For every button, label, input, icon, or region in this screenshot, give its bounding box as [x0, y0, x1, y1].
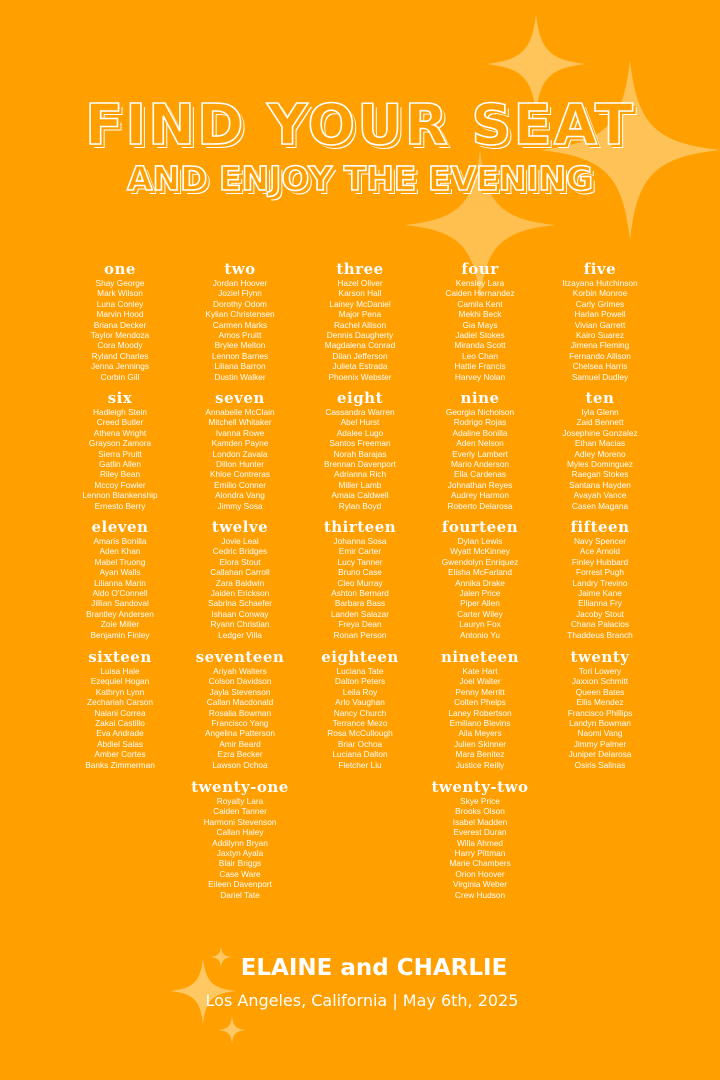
table-name: three — [336, 260, 384, 278]
guest-name: Kamden Payne — [211, 438, 269, 449]
table-name: nine — [460, 389, 500, 407]
guest-name: Kylian Christensen — [205, 309, 275, 320]
guest-name: Colten Phelps — [454, 697, 506, 708]
guest-name: Ledger Villa — [218, 629, 262, 640]
guest-name: Phoenix Webster — [328, 371, 392, 382]
table-name: seven — [215, 389, 265, 407]
guest-name: Major Pena — [338, 309, 382, 320]
guest-name: Naomi Vang — [577, 728, 623, 739]
guest-name: Leo Chan — [462, 350, 498, 361]
guest-name: Nancy Church — [333, 707, 387, 718]
guest-name: Zaid Bennett — [576, 417, 624, 428]
guest-name: Ezra Becker — [217, 749, 263, 760]
guest-name: Cora Moody — [97, 340, 143, 351]
table-name: sixteen — [88, 648, 152, 666]
guest-name: Blair Briggs — [218, 858, 262, 869]
guest-name: Jacoby Stout — [576, 608, 624, 619]
guest-name: Landen Salazar — [330, 608, 390, 619]
guest-name: Skye Price — [460, 796, 500, 806]
guest-name: Cedric Bridges — [212, 546, 268, 557]
table-name: seventeen — [195, 648, 285, 666]
guest-name: London Zavala — [212, 448, 268, 459]
guest-name: Eva Andrade — [96, 728, 144, 739]
guest-name: Francisco Phillips — [567, 707, 633, 718]
guest-name: Banks Zimmerman — [85, 759, 155, 770]
guest-name: Kate Hart — [462, 666, 498, 676]
guest-name: Lucy Tanner — [337, 556, 383, 567]
guest-name: Amos Pruitt — [218, 330, 262, 341]
guest-name: Navy Spencer — [573, 536, 627, 546]
guest-name: Julieta Estrada — [332, 361, 388, 372]
guest-name: Forrest Pugh — [576, 567, 624, 578]
guest-name: Aldo O'Connell — [92, 588, 148, 599]
guest-name: Marvin Hood — [96, 309, 144, 320]
guest-name: Lennon Barnes — [211, 350, 269, 361]
table-name: twenty-one — [191, 778, 289, 796]
guest-name: Liliana Barron — [214, 361, 266, 372]
guest-name: Willa Ahmed — [456, 837, 504, 848]
guest-name: Sabrina Schaefer — [207, 598, 273, 609]
guest-name: Joel Walter — [459, 676, 501, 687]
table-name: thirteen — [323, 518, 397, 536]
guest-name: Lainey McDaniel — [329, 298, 391, 309]
guest-name: Harlan Powell — [574, 309, 626, 320]
guest-name: Grayson Zamora — [88, 438, 152, 449]
table-name: four — [461, 260, 499, 278]
guest-name: Myles Dominguez — [567, 459, 633, 470]
guest-name: Amber Cortes — [94, 749, 146, 760]
guest-name: Adrianna Rich — [333, 469, 387, 480]
guest-name: Rylan Boyd — [338, 500, 382, 511]
guest-name: Itzayana Hutchinson — [562, 278, 638, 288]
guest-name: Briar Ochoa — [337, 738, 383, 749]
guest-name: Kairo Suarez — [576, 330, 624, 341]
guest-name: Bruno Case — [338, 567, 382, 578]
guest-name: Aden Nelson — [456, 438, 504, 449]
guest-name: Angelina Patterson — [204, 728, 276, 739]
guest-name: Everly Lambert — [452, 448, 508, 459]
guest-name: Mario Anderson — [450, 459, 510, 470]
guest-name: Terrance Mezo — [332, 718, 388, 729]
guest-name: Callan Macdonald — [206, 697, 274, 708]
guest-name: Gia Mays — [462, 319, 498, 330]
guest-name: Lennon Blankenship — [82, 490, 158, 501]
table-group — [415, 778, 545, 900]
table-group — [415, 518, 545, 640]
guest-name: Korbin Monroe — [572, 288, 628, 299]
guest-name: Jimmy Sosa — [217, 500, 263, 511]
guest-name: Gwendolyn Enriquez — [441, 556, 519, 567]
guest-name: Jimena Fleming — [570, 340, 630, 351]
guest-name: Jillian Sandoval — [91, 598, 149, 609]
guest-name: Amaia Caldwell — [331, 490, 389, 501]
guest-name: Jaxxon Schmitt — [571, 676, 629, 687]
guest-name: Fernando Allison — [569, 350, 631, 361]
guest-name: Karson Hall — [338, 288, 382, 299]
guest-name: Ernesto Berry — [94, 500, 146, 511]
guest-name: Zoie Miller — [100, 619, 140, 630]
guest-name: Arlo Vaughan — [335, 697, 385, 708]
guest-name: Mara Benitez — [455, 749, 505, 760]
guest-name: Jimmy Palmer — [573, 738, 627, 749]
guest-name: Emir Carter — [338, 546, 382, 557]
guest-name: Zakai Castillo — [95, 718, 145, 729]
guest-name: Jovie Leal — [221, 536, 259, 546]
guest-name: Aden Khan — [99, 546, 141, 557]
guest-name: Miranda Scott — [454, 340, 506, 351]
guest-name: Barbara Bass — [334, 598, 386, 609]
table-group — [295, 518, 425, 640]
guest-name: Ellianna Fry — [578, 598, 622, 609]
guest-name: Dustin Walker — [214, 371, 266, 382]
table-group — [175, 648, 305, 770]
guest-name: Josephine Gonzalez — [562, 427, 638, 438]
guest-name: Zara Baldwin — [215, 577, 265, 588]
table-name: fourteen — [441, 518, 519, 536]
guest-name: Ryann Christian — [210, 619, 270, 630]
guest-name: Dennis Daugherty — [326, 330, 394, 341]
guest-name: Luciana Tate — [336, 666, 384, 676]
guest-name: Joziel Flynn — [218, 288, 262, 299]
guest-name: Adaline Bonilla — [452, 427, 508, 438]
guest-name: Brennan Davenport — [324, 459, 396, 470]
guest-name: Callahan Carroll — [210, 567, 270, 578]
guest-name: Royalty Lara — [216, 796, 264, 806]
guest-name: Jaime Kane — [578, 588, 622, 599]
guest-name: Tori Lowery — [578, 666, 622, 676]
guest-name: Dalton Peters — [334, 676, 386, 687]
guest-name: Francisco Yang — [211, 718, 269, 729]
table-name: five — [583, 260, 617, 278]
guest-name: Landyn Bowman — [569, 718, 631, 729]
guest-name: Nalani Correa — [94, 707, 146, 718]
guest-name: Fletcher Liu — [338, 759, 382, 770]
guest-name: Luna Conley — [96, 298, 144, 309]
table-group — [55, 389, 185, 511]
table-group — [55, 648, 185, 770]
guest-name: Samuel Dudley — [571, 371, 629, 382]
guest-name: Dylan Lewis — [457, 536, 503, 546]
table-name: eight — [336, 389, 384, 407]
table-group — [175, 389, 305, 511]
guest-name: Chana Palacios — [570, 619, 630, 630]
guest-name: Harmoni Stevenson — [203, 816, 277, 827]
guest-name: Carmen Marks — [212, 319, 268, 330]
guest-name: Justice Reilly — [455, 759, 505, 770]
guest-name: Avayah Vance — [573, 490, 627, 501]
guest-name: Dilan Jefferson — [332, 350, 388, 361]
guest-name: Lawson Ochoa — [212, 759, 268, 770]
guest-name: Hadleigh Stein — [93, 407, 147, 417]
guest-name: Elisha McFarland — [447, 567, 513, 578]
guest-name: Callan Haley — [216, 827, 264, 838]
guest-name: Dillon Hunter — [216, 459, 264, 470]
guest-name: Brantley Andersen — [86, 608, 154, 619]
guest-name: Carter Wiley — [457, 608, 503, 619]
guest-name: Isabel Madden — [452, 816, 508, 827]
footer — [0, 955, 720, 1010]
guest-name: Amaris Bonilla — [93, 536, 147, 546]
guest-name: Orion Hoover — [455, 868, 505, 879]
guest-name: Thaddeus Branch — [567, 629, 633, 640]
guest-name: Miller Lamb — [338, 479, 382, 490]
guest-name: Kathryn Lynn — [95, 686, 145, 697]
guest-name: Ronan Person — [333, 629, 387, 640]
page-title: FIND YOUR SEAT — [85, 93, 635, 158]
guest-name: Ishaan Conway — [211, 608, 269, 619]
guest-name: Carly Grimes — [575, 298, 625, 309]
guest-name: Ace Arnold — [579, 546, 621, 557]
guest-name: Crew Hudson — [454, 889, 506, 900]
table-group — [55, 518, 185, 640]
guest-name: Mccoy Fowler — [94, 479, 146, 490]
guest-name: Camila Kent — [457, 298, 503, 309]
guest-name: Norah Barajas — [333, 448, 387, 459]
table-group — [535, 648, 665, 770]
guest-name: Laney Robertson — [448, 707, 512, 718]
table-group — [175, 260, 305, 382]
guest-name: Cleo Murray — [337, 577, 383, 588]
guest-name: Addilynn Bryan — [212, 837, 268, 848]
guest-name: Landry Trevino — [572, 577, 628, 588]
guest-name: Virginia Weber — [452, 879, 508, 890]
couple-names: ELAINE and CHARLIE — [240, 955, 508, 981]
guest-name: Johanna Sosa — [333, 536, 387, 546]
table-name: twenty — [570, 648, 630, 666]
guest-name: Brylee Melton — [214, 340, 266, 351]
guest-name: Ella Cardenas — [453, 469, 507, 480]
guest-name: Rosalia Bowman — [208, 707, 272, 718]
table-group — [415, 389, 545, 511]
guest-name: Roberto Delarosa — [447, 500, 513, 511]
table-name: twenty-two — [431, 778, 529, 796]
guest-name: Jalen Price — [459, 588, 501, 599]
title-block — [0, 93, 720, 198]
guest-name: Adley Moreno — [574, 448, 626, 459]
guest-name: Kensley Lara — [455, 278, 505, 288]
guest-name: Jenna Jennings — [90, 361, 150, 372]
guest-name: Chelsea Harris — [572, 361, 628, 372]
table-name: one — [104, 260, 136, 278]
table-group — [55, 260, 185, 382]
guest-name: Briana Decker — [93, 319, 147, 330]
guest-name: Khloe Contreras — [210, 469, 270, 480]
guest-name: Ethan Macias — [574, 438, 626, 449]
guest-name: Georgia Nicholson — [445, 407, 515, 417]
guest-name: Sierra Pruitt — [98, 448, 142, 459]
guest-name: Dariel Tate — [220, 889, 260, 900]
guest-name: Julien Skinner — [453, 738, 507, 749]
guest-name: Juniper Delarosa — [568, 749, 632, 760]
guest-name: Leila Roy — [342, 686, 378, 697]
guest-name: Jordan Hoover — [212, 278, 268, 288]
guest-name: Brooks Olson — [455, 806, 505, 817]
guest-name: Lilianna Marin — [94, 577, 146, 588]
guest-name: Antonio Yu — [460, 629, 500, 640]
table-group — [175, 518, 305, 640]
guest-name: Gatlin Allen — [99, 459, 141, 470]
guest-name: Jaxtyn Ayala — [216, 848, 264, 859]
guest-name: Riley Bean — [99, 469, 141, 480]
guest-name: Piper Allen — [460, 598, 500, 609]
page-subtitle: AND ENJOY THE EVENING — [126, 159, 594, 198]
guest-name: Vivian Garrett — [574, 319, 626, 330]
table-name: two — [224, 260, 256, 278]
table-group — [535, 389, 665, 511]
guest-name: Ezequiel Hogan — [90, 676, 150, 687]
guest-name: Johnathan Reyes — [447, 479, 513, 490]
table-group — [415, 260, 545, 382]
guest-name: Marie Chambers — [449, 858, 511, 869]
guest-name: Ayan Walls — [99, 567, 141, 578]
guest-name: Abdiel Salas — [96, 738, 144, 749]
guest-name: Hattie Francis — [454, 361, 506, 372]
table-name: fifteen — [570, 518, 630, 536]
guest-name: Ryland Charles — [91, 350, 149, 361]
guest-name: Luisa Hale — [100, 666, 140, 676]
table-name: ten — [585, 389, 615, 407]
guest-name: Ashton Bernard — [331, 588, 389, 599]
guest-name: Magdalena Conrad — [324, 340, 396, 351]
guest-name: Shay George — [95, 278, 145, 288]
guest-name: Rosa McCullough — [327, 728, 393, 739]
guest-name: Corbin Gill — [100, 371, 140, 382]
table-group — [535, 518, 665, 640]
table-name: six — [107, 389, 133, 407]
guest-name: Mabel Truong — [94, 556, 146, 567]
guest-name: Mekhi Beck — [458, 309, 502, 320]
guest-name: Creed Butler — [96, 417, 144, 428]
guest-name: Alondra Vang — [215, 490, 265, 501]
guest-name: Casen Magana — [571, 500, 629, 511]
table-group — [535, 260, 665, 382]
guest-name: Adalee Lugo — [336, 427, 384, 438]
table-name: nineteen — [441, 648, 519, 666]
table-group — [295, 260, 425, 382]
guest-name: Taylor Mendoza — [90, 330, 150, 341]
event-details: Los Angeles, California | May 6th, 2025 — [205, 991, 519, 1010]
guest-name: Ivanna Rowe — [215, 427, 265, 438]
guest-name: Rachel Allison — [333, 319, 387, 330]
guest-name: Abel Hurst — [340, 417, 380, 428]
table-name: eighteen — [321, 648, 399, 666]
guest-name: Jadiel Stokes — [455, 330, 505, 341]
guest-name: Caiden Hernandez — [445, 288, 515, 299]
guest-name: Amir Beard — [219, 738, 261, 749]
guest-name: Finley Hubbard — [571, 556, 629, 567]
guest-name: Mitchell Whitaker — [208, 417, 272, 428]
table-group — [175, 778, 305, 900]
guest-name: Annika Drake — [455, 577, 505, 588]
guest-name: Audrey Harmon — [450, 490, 510, 501]
sparkle-icon — [218, 1016, 246, 1044]
table-name: twelve — [211, 518, 269, 536]
guest-name: Ariyah Walters — [213, 666, 267, 676]
guest-name: Caiden Tanner — [213, 806, 267, 817]
guest-name: Colson Davidson — [208, 676, 272, 687]
guest-name: Santana Hayden — [569, 479, 631, 490]
guest-name: Harry Pittman — [454, 848, 506, 859]
guest-name: Wyatt McKinney — [450, 546, 510, 557]
guest-name: Emiliano Blevins — [449, 718, 511, 729]
guest-name: Santos Freeman — [329, 438, 391, 449]
guest-name: Eileen Davenport — [208, 879, 272, 890]
guest-name: Jayla Stevenson — [209, 686, 271, 697]
guest-name: Ellis Mendez — [576, 697, 624, 708]
guest-name: Elora Stout — [219, 556, 261, 567]
guest-name: Hazel Oliver — [337, 278, 383, 288]
table-group — [295, 389, 425, 511]
guest-name: Emilio Conner — [213, 479, 267, 490]
guest-name: Queen Bates — [575, 686, 625, 697]
guest-name: Annabelle McClain — [205, 407, 275, 417]
guest-name: Jaiden Erickson — [210, 588, 270, 599]
guest-name: Athena Wright — [93, 427, 147, 438]
guest-name: Everest Duran — [453, 827, 507, 838]
guest-name: Aila Meyers — [458, 728, 502, 739]
guest-name: Freya Dean — [338, 619, 382, 630]
guest-name: Harvey Nolan — [454, 371, 506, 382]
guest-name: Raegan Stokes — [571, 469, 629, 480]
guest-name: Benjamin Finley — [90, 629, 150, 640]
guest-name: Luciana Dalton — [332, 749, 388, 760]
guest-name: Dorothy Odom — [213, 298, 267, 309]
table-group — [295, 648, 425, 770]
guest-name: Penny Merritt — [455, 686, 505, 697]
guest-name: Iyla Glenn — [581, 407, 619, 417]
guest-name: Lauryn Fox — [459, 619, 501, 630]
table-group — [415, 648, 545, 770]
guest-name: Rodrigo Rojas — [453, 417, 507, 428]
guest-name: Zechariah Carson — [87, 697, 153, 708]
guest-name: Osiris Salinas — [574, 759, 626, 770]
guest-name: Cassandra Warren — [325, 407, 395, 417]
table-name: eleven — [91, 518, 149, 536]
guest-name: Case Ware — [219, 868, 261, 879]
guest-name: Mark Wilson — [97, 288, 143, 299]
